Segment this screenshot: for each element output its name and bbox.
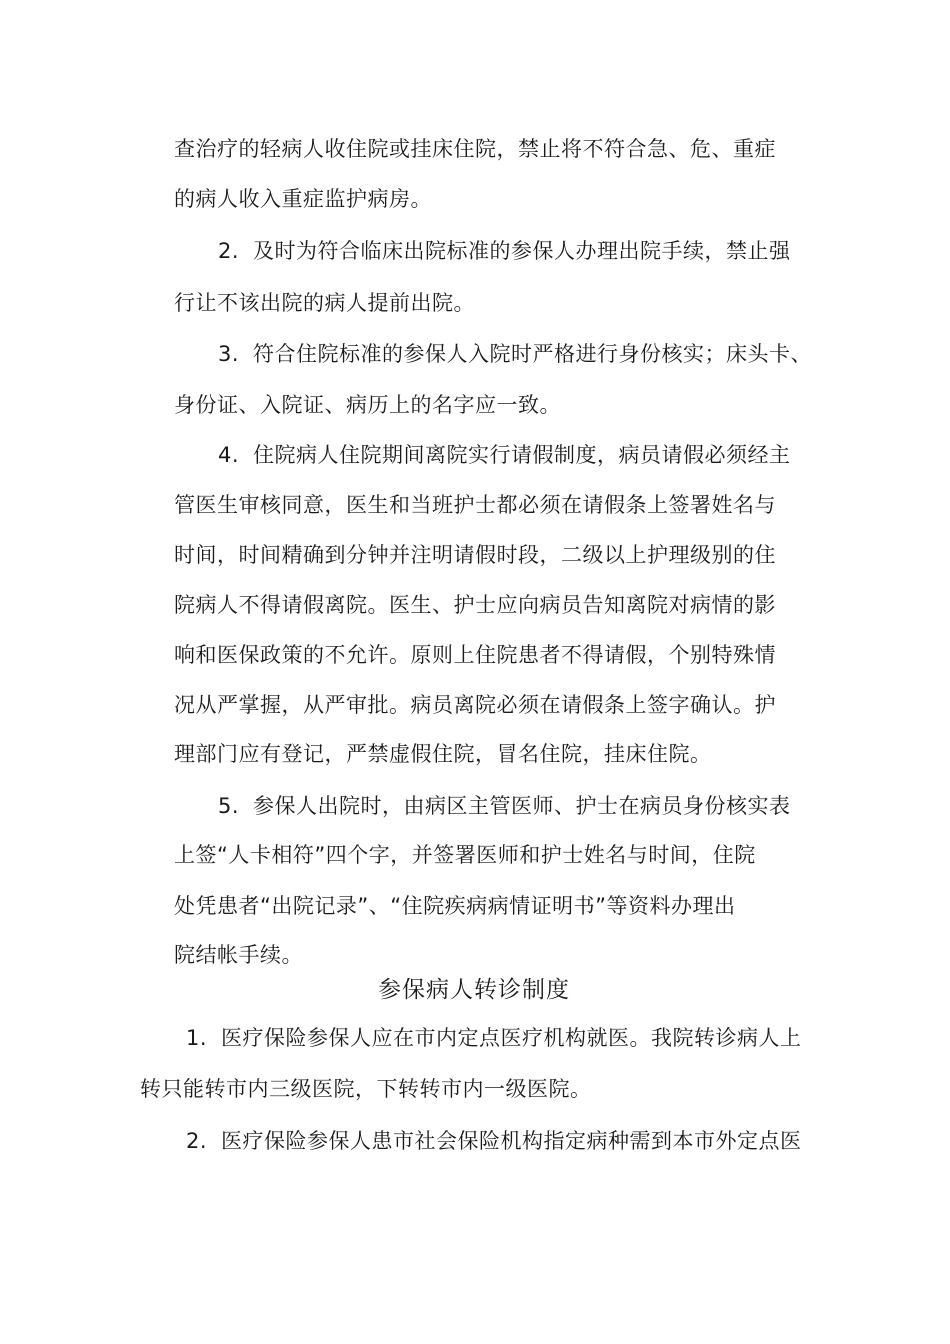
text-line: 管医生审核同意，医生和当班护士都必须在请假条上签署姓名与 (174, 493, 776, 517)
text-line: 院病人不得请假离院。医生、护士应向病员告知离院对病情的影 (174, 593, 776, 617)
list-number: 3. (218, 342, 240, 366)
text-line: 时间，时间精确到分钟并注明请假时段，二级以上护理级别的住 (174, 543, 776, 567)
list-item (218, 238, 791, 264)
text-line: 况从严掌握，从严审批。病员离院必须在请假条上签字确认。护 (174, 693, 776, 717)
text-line: 院结帐手续。 (174, 943, 303, 967)
text-line: 查治疗的轻病人收住院或挂床住院，禁止将不符合急、危、重症 (174, 137, 776, 161)
list-number: 4. (218, 443, 240, 467)
text-line: 的病人收入重症监护病房。 (174, 187, 432, 211)
list-number: 1. (186, 1026, 208, 1050)
text-line: 行让不该出院的病人提前出院。 (174, 291, 475, 315)
text-line: 住院病人住院期间离院实行请假制度，病员请假必须经主 (253, 443, 791, 467)
text-line: 及时为符合临床出院标准的参保人办理出院手续，禁止强 (253, 239, 791, 263)
text-line: 医疗保险参保人应在市内定点医疗机构就医。我院转诊病人上 (221, 1026, 802, 1050)
list-item (186, 1128, 802, 1154)
list-item (218, 442, 791, 468)
list-number: 5. (218, 794, 240, 818)
text-line: 转只能转市内三级医院，下转转市内一级医院。 (140, 1077, 592, 1101)
text-line: 医疗保险参保人患市社会保险机构指定病种需到本市外定点医 (221, 1129, 802, 1153)
text-line: 符合住院标准的参保人入院时严格进行身份核实；床头卡、 (253, 342, 813, 366)
text-line: 响和医保政策的不允许。原则上住院患者不得请假，个别特殊情 (174, 643, 776, 667)
text-line: 参保人出院时，由病区主管医师、护士在病员身份核实表 (253, 794, 791, 818)
text-line: 处凭患者“出院记录”、“住院疾病病情证明书”等资料办理出 (174, 894, 736, 918)
list-item (218, 341, 812, 367)
section-title: 参保病人转诊制度 (378, 977, 570, 1003)
text-line: 身份证、入院证、病历上的名字应一致。 (174, 393, 561, 417)
text-line: 理部门应有登记，严禁虚假住院，冒名住院，挂床住院。 (174, 742, 712, 766)
list-number: 2. (186, 1129, 208, 1153)
text-line: 上签“人卡相符”四个字，并签署医师和护士姓名与时间，住院 (174, 843, 756, 867)
list-number: 2. (218, 239, 240, 263)
list-item (218, 793, 791, 819)
list-item (186, 1025, 802, 1051)
